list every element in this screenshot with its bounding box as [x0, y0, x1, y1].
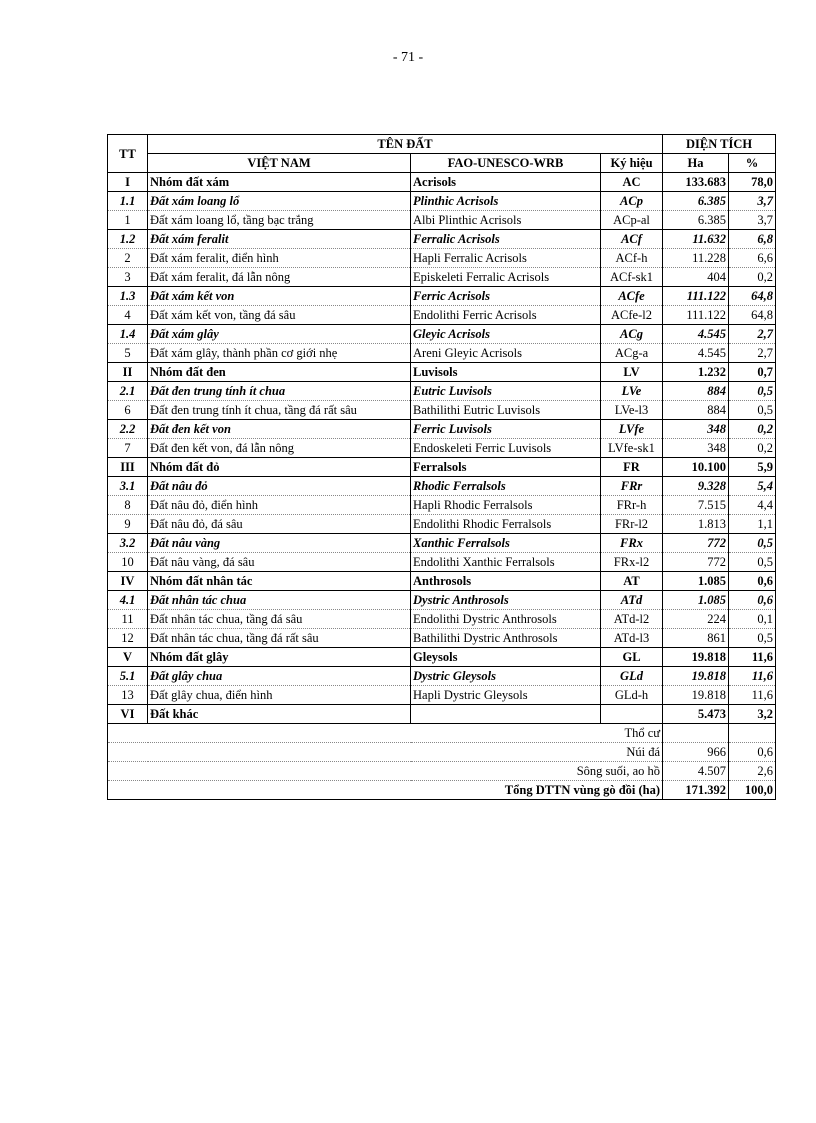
row-vietnam-name: Đất xám glây, thành phần cơ giới nhẹ: [148, 344, 411, 363]
header-fao: FAO-UNESCO-WRB: [411, 154, 601, 173]
table-row: [108, 705, 776, 724]
table-row: [108, 287, 776, 306]
row-area-ha: 772: [663, 553, 729, 572]
row-tt: 12: [108, 629, 148, 648]
row-tt: 2.2: [108, 420, 148, 439]
table-row: [108, 249, 776, 268]
row-symbol: ACfe: [601, 287, 663, 306]
row-area-ha: 1.085: [663, 591, 729, 610]
row-symbol: ACp: [601, 192, 663, 211]
row-fao-name: Endolithi Rhodic Ferralsols: [411, 515, 601, 534]
row-symbol: LVfe-sk1: [601, 439, 663, 458]
row-fao-name: Anthrosols: [411, 572, 601, 591]
row-vietnam-name: Nhóm đất xám: [148, 173, 411, 192]
table-row: [108, 306, 776, 325]
row-tt: 13: [108, 686, 148, 705]
row-symbol: LVe: [601, 382, 663, 401]
row-vietnam-name: Đất xám feralit, điển hình: [148, 249, 411, 268]
row-symbol: ACp-al: [601, 211, 663, 230]
row-vietnam-name: Đất xám feralit: [148, 230, 411, 249]
total-label: Tổng DTTN vùng gò đồi (ha): [108, 781, 663, 800]
row-area-ha: 7.515: [663, 496, 729, 515]
row-tt: 1.1: [108, 192, 148, 211]
row-fao-name: Eutric Luvisols: [411, 382, 601, 401]
header-tt: TT: [108, 135, 148, 173]
row-vietnam-name: Đất xám glây: [148, 325, 411, 344]
row-symbol: FRx: [601, 534, 663, 553]
row-tt: I: [108, 173, 148, 192]
row-area-pct: 0,2: [729, 439, 776, 458]
row-area-ha: 1.232: [663, 363, 729, 382]
row-fao-name: Endolithi Dystric Anthrosols: [411, 610, 601, 629]
row-vietnam-name: Đất xám kết von, tầng đá sâu: [148, 306, 411, 325]
row-tt: 7: [108, 439, 148, 458]
row-tt: 1.3: [108, 287, 148, 306]
row-vietnam-name: Đất glây chua: [148, 667, 411, 686]
row-area-ha: 348: [663, 439, 729, 458]
row-area-pct: 64,8: [729, 306, 776, 325]
row-area-pct: 0,2: [729, 268, 776, 287]
row-fao-name: Albi Plinthic Acrisols: [411, 211, 601, 230]
row-vietnam-name: Đất glây chua, điển hình: [148, 686, 411, 705]
row-area-pct: 0,5: [729, 629, 776, 648]
row-area-ha: 9.328: [663, 477, 729, 496]
row-tt: 2.1: [108, 382, 148, 401]
row-area-ha: 1.813: [663, 515, 729, 534]
row-vietnam-name: Đất đen trung tính ít chua, tầng đá rất sâu: [148, 401, 411, 420]
row-area-pct: 11,6: [729, 686, 776, 705]
row-tt: IV: [108, 572, 148, 591]
total-ha: 171.392: [663, 781, 729, 800]
row-fao-name: Gleysols: [411, 648, 601, 667]
row-vietnam-name: Nhóm đất glây: [148, 648, 411, 667]
row-vietnam-name: Đất nhân tác chua, tầng đá sâu: [148, 610, 411, 629]
row-area-ha: 19.818: [663, 667, 729, 686]
row-symbol: GLd-h: [601, 686, 663, 705]
row-fao-name: Episkeleti Ferralic Acrisols: [411, 268, 601, 287]
row-symbol: GLd: [601, 667, 663, 686]
row-tt: 1.2: [108, 230, 148, 249]
row-tt: 3: [108, 268, 148, 287]
row-tt: 8: [108, 496, 148, 515]
row-area-ha: 19.818: [663, 648, 729, 667]
header-area: DIỆN TÍCH: [663, 135, 776, 154]
row-tt: 4: [108, 306, 148, 325]
table-row: [108, 629, 776, 648]
table-row: [108, 325, 776, 344]
row-fao-name: Xanthic Ferralsols: [411, 534, 601, 553]
table-row: [108, 477, 776, 496]
row-area-ha: 11.228: [663, 249, 729, 268]
row-symbol: ACg: [601, 325, 663, 344]
row-tt: 3.2: [108, 534, 148, 553]
row-fao-name: Endoskeleti Ferric Luvisols: [411, 439, 601, 458]
table-row: [108, 420, 776, 439]
table-row: [108, 534, 776, 553]
row-tt: VI: [108, 705, 148, 724]
row-area-pct: 0,2: [729, 420, 776, 439]
row-tt: 10: [108, 553, 148, 572]
row-tt: 6: [108, 401, 148, 420]
row-area-ha: 111.122: [663, 306, 729, 325]
table-row: [108, 363, 776, 382]
header-symbol: Ký hiệu: [601, 154, 663, 173]
row-area-pct: 78,0: [729, 173, 776, 192]
table-row: [108, 439, 776, 458]
row-area-ha: 19.818: [663, 686, 729, 705]
row-vietnam-name: Đất nhân tác chua, tầng đá rất sâu: [148, 629, 411, 648]
row-fao-name: Endolithi Ferric Acrisols: [411, 306, 601, 325]
row-fao-name: Dystric Gleysols: [411, 667, 601, 686]
other-land-ha: [663, 724, 729, 743]
table-row: [108, 591, 776, 610]
other-land-row: [108, 724, 776, 743]
row-vietnam-name: Nhóm đất nhân tác: [148, 572, 411, 591]
other-land-row: [108, 743, 776, 762]
row-vietnam-name: Đất xám feralit, đá lẫn nông: [148, 268, 411, 287]
other-land-row: [108, 762, 776, 781]
row-vietnam-name: Đất nâu đỏ, điển hình: [148, 496, 411, 515]
row-fao-name: [411, 705, 601, 724]
row-area-pct: 6,8: [729, 230, 776, 249]
row-area-pct: 4,4: [729, 496, 776, 515]
header-row-1: [108, 135, 776, 154]
other-land-ha: 966: [663, 743, 729, 762]
row-area-pct: 11,6: [729, 667, 776, 686]
row-symbol: AC: [601, 173, 663, 192]
row-area-pct: 5,9: [729, 458, 776, 477]
other-land-pct: [729, 724, 776, 743]
row-tt: 2: [108, 249, 148, 268]
table-row: [108, 553, 776, 572]
row-tt: V: [108, 648, 148, 667]
row-symbol: LVfe: [601, 420, 663, 439]
row-tt: II: [108, 363, 148, 382]
row-area-ha: 11.632: [663, 230, 729, 249]
row-symbol: ACf-sk1: [601, 268, 663, 287]
row-fao-name: Ferric Acrisols: [411, 287, 601, 306]
row-fao-name: Plinthic Acrisols: [411, 192, 601, 211]
table-row: [108, 173, 776, 192]
other-land-label: Sông suối, ao hồ: [108, 762, 663, 781]
row-vietnam-name: Đất đen kết von, đá lẫn nông: [148, 439, 411, 458]
table-row: [108, 268, 776, 287]
header-vietnam: VIỆT NAM: [148, 154, 411, 173]
row-area-pct: 0,5: [729, 382, 776, 401]
table-row: [108, 230, 776, 249]
table-row: [108, 610, 776, 629]
row-tt: III: [108, 458, 148, 477]
row-area-ha: 884: [663, 401, 729, 420]
row-symbol: LV: [601, 363, 663, 382]
table-row: [108, 211, 776, 230]
row-area-pct: 3,2: [729, 705, 776, 724]
row-area-ha: 6.385: [663, 211, 729, 230]
row-area-ha: 6.385: [663, 192, 729, 211]
row-vietnam-name: Đất đen kết von: [148, 420, 411, 439]
table-row: [108, 648, 776, 667]
row-area-ha: 884: [663, 382, 729, 401]
row-area-pct: 1,1: [729, 515, 776, 534]
row-symbol: GL: [601, 648, 663, 667]
row-symbol: ACf-h: [601, 249, 663, 268]
table-body: [108, 173, 776, 800]
row-symbol: FRr-l2: [601, 515, 663, 534]
table-row: [108, 515, 776, 534]
header-soil-name: TÊN ĐẤT: [148, 135, 663, 154]
table-row: [108, 458, 776, 477]
row-symbol: ATd: [601, 591, 663, 610]
soil-classification-table: [107, 134, 776, 800]
row-area-pct: 5,4: [729, 477, 776, 496]
row-vietnam-name: Đất nâu vàng, đá sâu: [148, 553, 411, 572]
row-fao-name: Bathilithi Dystric Anthrosols: [411, 629, 601, 648]
other-land-label: Thổ cư: [108, 724, 663, 743]
row-area-pct: 0,7: [729, 363, 776, 382]
row-fao-name: Endolithi Xanthic Ferralsols: [411, 553, 601, 572]
row-area-pct: 0,5: [729, 401, 776, 420]
row-fao-name: Hapli Ferralic Acrisols: [411, 249, 601, 268]
row-area-pct: 3,7: [729, 192, 776, 211]
row-fao-name: Rhodic Ferralsols: [411, 477, 601, 496]
row-tt: 4.1: [108, 591, 148, 610]
row-area-pct: 0,5: [729, 553, 776, 572]
row-vietnam-name: Đất xám loang lổ, tầng bạc trắng: [148, 211, 411, 230]
row-area-ha: 133.683: [663, 173, 729, 192]
row-symbol: FR: [601, 458, 663, 477]
table-row: [108, 401, 776, 420]
row-area-ha: 861: [663, 629, 729, 648]
row-tt: 9: [108, 515, 148, 534]
row-symbol: AT: [601, 572, 663, 591]
row-area-pct: 0,1: [729, 610, 776, 629]
row-fao-name: Ferric Luvisols: [411, 420, 601, 439]
row-symbol: FRr-h: [601, 496, 663, 515]
row-symbol: LVe-l3: [601, 401, 663, 420]
row-symbol: ACf: [601, 230, 663, 249]
row-area-ha: 224: [663, 610, 729, 629]
row-area-ha: 4.545: [663, 325, 729, 344]
row-vietnam-name: Đất đen trung tính ít chua: [148, 382, 411, 401]
row-vietnam-name: Đất nâu vàng: [148, 534, 411, 553]
table-row: [108, 344, 776, 363]
row-tt: 1: [108, 211, 148, 230]
row-area-ha: 5.473: [663, 705, 729, 724]
row-area-pct: 0,5: [729, 534, 776, 553]
row-fao-name: Hapli Rhodic Ferralsols: [411, 496, 601, 515]
row-area-ha: 772: [663, 534, 729, 553]
other-land-label: Núi đá: [108, 743, 663, 762]
row-fao-name: Acrisols: [411, 173, 601, 192]
row-area-pct: 0,6: [729, 591, 776, 610]
total-pct: 100,0: [729, 781, 776, 800]
row-area-ha: 1.085: [663, 572, 729, 591]
table-row: [108, 382, 776, 401]
row-area-pct: 6,6: [729, 249, 776, 268]
row-symbol: ACfe-l2: [601, 306, 663, 325]
row-tt: 1.4: [108, 325, 148, 344]
row-fao-name: Ferralic Acrisols: [411, 230, 601, 249]
row-area-ha: 10.100: [663, 458, 729, 477]
page-number: - 71 -: [392, 50, 424, 65]
header-row-2: [108, 154, 776, 173]
row-symbol: ATd-l3: [601, 629, 663, 648]
table-row: [108, 496, 776, 515]
row-fao-name: Areni Gleyic Acrisols: [411, 344, 601, 363]
table-row: [108, 192, 776, 211]
row-vietnam-name: Nhóm đất đen: [148, 363, 411, 382]
table-row: [108, 686, 776, 705]
row-area-ha: 348: [663, 420, 729, 439]
row-tt: 3.1: [108, 477, 148, 496]
header-pct: %: [729, 154, 776, 173]
row-vietnam-name: Đất xám loang lổ: [148, 192, 411, 211]
total-row: [108, 781, 776, 800]
row-fao-name: Bathilithi Eutric Luvisols: [411, 401, 601, 420]
row-vietnam-name: Nhóm đất đỏ: [148, 458, 411, 477]
row-area-pct: 0,6: [729, 572, 776, 591]
row-vietnam-name: Đất nâu đỏ: [148, 477, 411, 496]
table-row: [108, 667, 776, 686]
row-fao-name: Ferralsols: [411, 458, 601, 477]
other-land-pct: 0,6: [729, 743, 776, 762]
row-fao-name: Hapli Dystric Gleysols: [411, 686, 601, 705]
row-tt: 11: [108, 610, 148, 629]
row-symbol: ATd-l2: [601, 610, 663, 629]
other-land-ha: 4.507: [663, 762, 729, 781]
row-vietnam-name: Đất nhân tác chua: [148, 591, 411, 610]
row-symbol: [601, 705, 663, 724]
row-symbol: FRr: [601, 477, 663, 496]
row-area-pct: 3,7: [729, 211, 776, 230]
row-fao-name: Dystric Anthrosols: [411, 591, 601, 610]
row-fao-name: Gleyic Acrisols: [411, 325, 601, 344]
header-ha: Ha: [663, 154, 729, 173]
row-tt: 5.1: [108, 667, 148, 686]
other-land-pct: 2,6: [729, 762, 776, 781]
row-symbol: FRx-l2: [601, 553, 663, 572]
row-vietnam-name: Đất nâu đỏ, đá sâu: [148, 515, 411, 534]
row-tt: 5: [108, 344, 148, 363]
row-area-pct: 11,6: [729, 648, 776, 667]
row-area-ha: 4.545: [663, 344, 729, 363]
row-fao-name: Luvisols: [411, 363, 601, 382]
row-area-pct: 2,7: [729, 344, 776, 363]
row-area-pct: 2,7: [729, 325, 776, 344]
row-vietnam-name: Đất khác: [148, 705, 411, 724]
row-area-ha: 404: [663, 268, 729, 287]
table-row: [108, 572, 776, 591]
row-symbol: ACg-a: [601, 344, 663, 363]
row-area-pct: 64,8: [729, 287, 776, 306]
row-vietnam-name: Đất xám kết von: [148, 287, 411, 306]
row-area-ha: 111.122: [663, 287, 729, 306]
